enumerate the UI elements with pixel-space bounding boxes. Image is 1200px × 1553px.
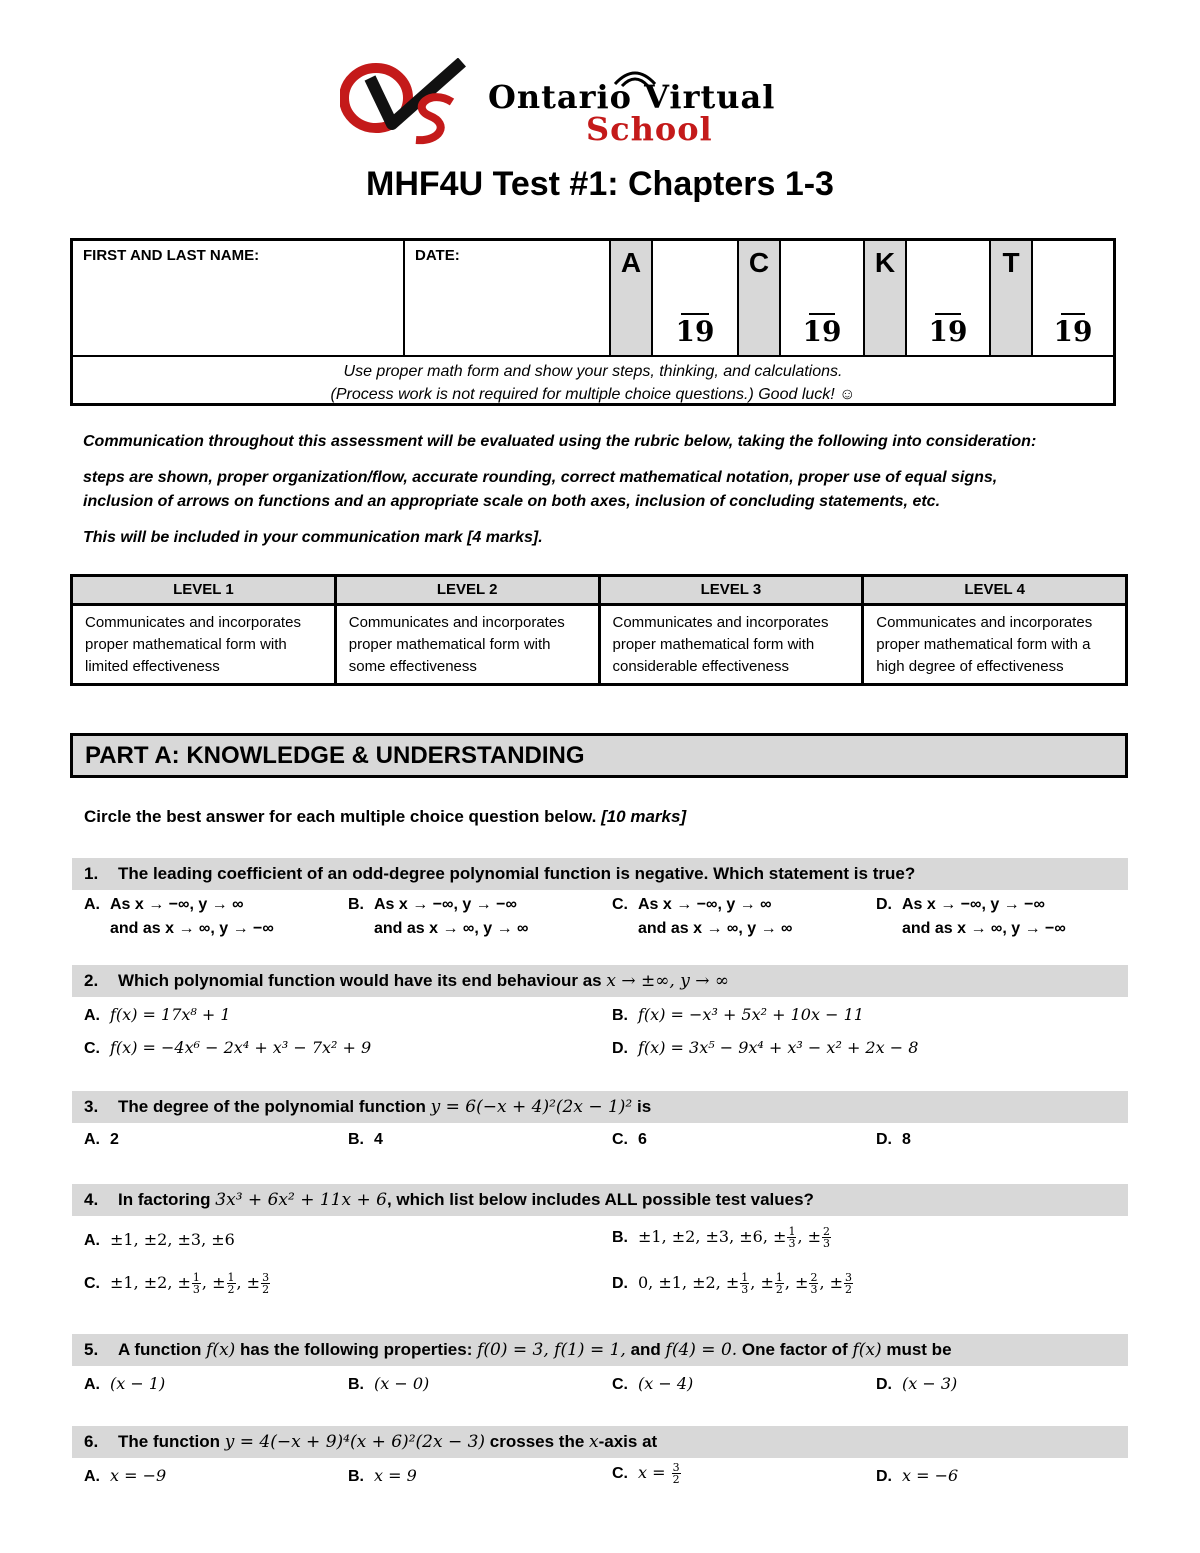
rubric-level-description: Communicates and incorporates proper mathematical form with a high degree of effectiveness xyxy=(876,614,1093,675)
question-number: 3. xyxy=(84,1097,99,1116)
rubric-level-heading: LEVEL 2 xyxy=(337,577,598,606)
category-letter-k: K xyxy=(865,241,907,355)
question-number: 5. xyxy=(84,1340,99,1359)
multiple-choice-instruction xyxy=(84,807,686,827)
logo-mark-icon xyxy=(340,58,470,146)
q5-option-a[interactable]: A. (x − 1) xyxy=(84,1374,166,1393)
q2-option-c[interactable]: C. f(x) = −4x⁶ − 2x⁴ + x³ − 7x² + 9 xyxy=(84,1038,372,1057)
page-title: MHF4U Test #1: Chapters 1-3 xyxy=(366,165,834,203)
question-number: 2. xyxy=(84,971,99,990)
category-letter-c: C xyxy=(739,241,781,355)
q3-option-a[interactable]: A. 2 xyxy=(84,1131,119,1148)
communication-note-line2: steps are shown, proper organization/flow, accurate rounding, correct mathematical notation, proper use of equal signs, xyxy=(83,469,998,486)
rubric-level-description: Communicates and incorporates proper mathematical form with considerable effectiveness xyxy=(612,614,829,675)
q1-option-d[interactable]: D. As x → −∞, y → −∞ and as x → ∞, y → −∞ xyxy=(876,896,1066,937)
q3-option-b[interactable]: B. 4 xyxy=(348,1131,383,1148)
score-total-k: 19 xyxy=(928,315,968,348)
communication-note-line3: inclusion of arrows on functions and an appropriate scale on both axes, inclusion of concluding statements, etc. xyxy=(83,493,941,510)
question-number: 4. xyxy=(84,1190,99,1209)
q6-option-d[interactable]: D. x = −6 xyxy=(876,1466,959,1485)
mc-instruction-text: Circle the best answer for each multiple choice question below. xyxy=(84,807,597,826)
category-letter-a: A xyxy=(611,241,653,355)
q4-option-a[interactable]: A. ±1, ±2, ±3, ±6 xyxy=(84,1230,235,1249)
question-6 xyxy=(72,1426,1128,1458)
question-3 xyxy=(72,1091,1128,1123)
question-2 xyxy=(72,965,1128,997)
q2-option-a[interactable]: A. f(x) = 17x⁸ + 1 xyxy=(84,1005,231,1024)
q3-option-c[interactable]: C. 6 xyxy=(612,1131,647,1148)
score-total-a: 19 xyxy=(675,315,715,348)
question-4 xyxy=(72,1184,1128,1216)
score-box-a[interactable] xyxy=(653,241,739,355)
rubric-level-heading: LEVEL 3 xyxy=(601,577,862,606)
score-box-k[interactable] xyxy=(907,241,991,355)
q3-option-d[interactable]: D. 8 xyxy=(876,1131,911,1148)
rubric-level-description: Communicates and incorporates proper mathematical form with some effectiveness xyxy=(348,614,565,675)
q5-option-b[interactable]: B. (x − 0) xyxy=(348,1374,430,1393)
q2-option-d[interactable]: D. f(x) = 3x⁵ − 9x⁴ + x³ − x² + 2x − 8 xyxy=(612,1038,919,1057)
q6-option-c[interactable]: C. x = $\frac{3}{2}$ xyxy=(612,1461,680,1486)
question-text: The degree of the polynomial function y = 6(−x + 4)²(2x − 1)² is xyxy=(118,1097,652,1117)
mc-instruction-marks: [10 marks] xyxy=(601,807,687,826)
rubric-level-2 xyxy=(337,577,601,683)
communication-note-line4: This will be included in your communication mark [4 marks]. xyxy=(83,529,543,546)
category-letter-t: T xyxy=(991,241,1033,355)
rubric-level-heading: LEVEL 1 xyxy=(73,577,334,606)
question-number: 1. xyxy=(84,864,99,883)
score-box-t[interactable] xyxy=(1033,241,1113,355)
q6-option-b[interactable]: B. x = 9 xyxy=(348,1466,417,1485)
date-field[interactable] xyxy=(405,241,611,355)
school-logo xyxy=(340,58,870,146)
question-text: The function y = 4(−x + 9)⁴(x + 6)²(2x − 3) crosses the x-axis at xyxy=(118,1432,658,1452)
q1-option-b[interactable]: B. As x → −∞, y → −∞ and as x → ∞, y → ∞ xyxy=(348,896,529,937)
q4-option-d[interactable]: D. 0, ±1, ±2, ± $\frac{1}{3}$ , ± $\frac{1}{2}$ , ± $\frac{2}{3}$ , ± $\frac{3}{2}$ xyxy=(612,1271,853,1296)
name-field[interactable] xyxy=(73,241,405,355)
student-info-table xyxy=(70,238,1116,406)
instructions-line2: (Process work is not required for multiple choice questions.) Good luck! ☺ xyxy=(330,386,856,403)
score-total-c: 19 xyxy=(802,315,842,348)
rubric-level-1 xyxy=(73,577,337,683)
name-label: FIRST AND LAST NAME: xyxy=(83,247,260,264)
question-text: Which polynomial function would have its end behaviour as x → ±∞, y → ∞ xyxy=(118,971,730,991)
q5-option-c[interactable]: C. (x − 4) xyxy=(612,1374,694,1393)
question-text: The leading coefficient of an odd-degree polynomial function is negative. Which statement is true? xyxy=(118,864,916,883)
logo-text-line2: School xyxy=(586,110,713,148)
rubric-level-4 xyxy=(864,577,1125,683)
q1-option-c[interactable]: C. As x → −∞, y → ∞ and as x → ∞, y → ∞ xyxy=(612,896,793,937)
instructions-line1: Use proper math form and show your steps, thinking, and calculations. xyxy=(343,363,843,380)
q6-option-a[interactable]: A. x = −9 xyxy=(84,1466,167,1485)
communication-rubric xyxy=(70,574,1128,686)
question-1 xyxy=(72,858,1128,890)
q5-option-d[interactable]: D. (x − 3) xyxy=(876,1374,958,1393)
date-label: DATE: xyxy=(415,247,460,264)
rubric-level-description: Communicates and incorporates proper mathematical form with limited effectiveness xyxy=(85,614,301,675)
section-heading-part-a: PART A: KNOWLEDGE & UNDERSTANDING xyxy=(70,733,1128,778)
question-text: A function f(x) has the following properties: f(0) = 3, f(1) = 1, and f(4) = 0. One factor of f(x) must be xyxy=(118,1340,952,1360)
q4-option-b[interactable]: B. ±1, ±2, ±3, ±6, ± $\frac{1}{3}$ , ± $\frac{2}{3}$ xyxy=(612,1225,831,1250)
question-text: In factoring 3x³ + 6x² + 11x + 6, which list below includes ALL possible test values? xyxy=(118,1190,814,1210)
communication-note-line1: Communication throughout this assessment will be evaluated using the rubric below, taking the following into consideration: xyxy=(83,433,1037,450)
test-instructions xyxy=(73,355,1113,403)
question-5 xyxy=(72,1334,1128,1366)
q4-option-c[interactable]: C. ±1, ±2, ± $\frac{1}{3}$ , ± $\frac{1}{2}$ , ± $\frac{3}{2}$ xyxy=(84,1271,270,1296)
q1-option-a[interactable]: A. As x → −∞, y → ∞ and as x → ∞, y → −∞ xyxy=(84,896,274,937)
score-total-t: 19 xyxy=(1053,315,1093,348)
rubric-level-heading: LEVEL 4 xyxy=(864,577,1125,606)
question-number: 6. xyxy=(84,1432,99,1451)
rubric-level-3 xyxy=(601,577,865,683)
score-box-c[interactable] xyxy=(781,241,865,355)
q2-option-b[interactable]: B. f(x) = −x³ + 5x² + 10x − 11 xyxy=(612,1005,864,1024)
logo-text-line1: Ontario Virtual xyxy=(488,78,776,116)
